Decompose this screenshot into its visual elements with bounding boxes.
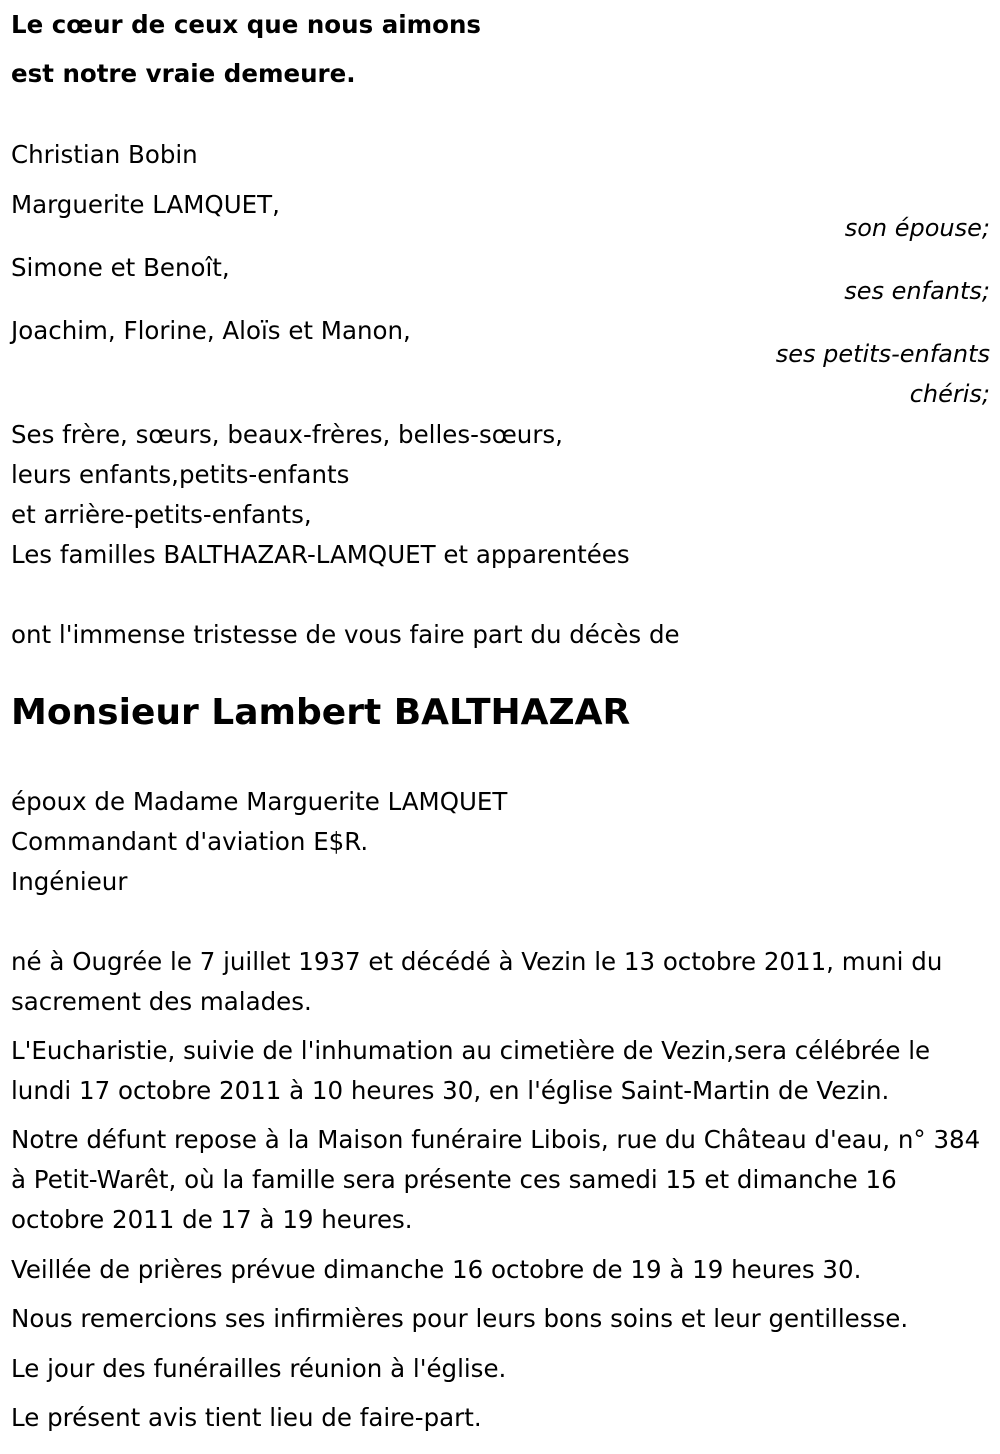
spouse-name: Marguerite LAMQUET,: [11, 190, 280, 219]
quote-line-2: est notre vraie demeure.: [11, 59, 356, 88]
deceased-name: Monsieur Lambert BALTHAZAR: [11, 692, 631, 733]
deceased-detail-rank: Commandant d'aviation E$R.: [11, 827, 369, 856]
thanks-paragraph: Nous remercions ses infirmières pour leurs bons soins et leur gentillesse.: [11, 1304, 909, 1333]
announcement: ont l'immense tristesse de vous faire part du décès de: [11, 620, 680, 649]
relatives-line-3: et arrière-petits-enfants,: [11, 500, 312, 529]
funeral-home-paragraph: Notre défunt repose à la Maison funéraire Libois, rue du Château d'eau, n° 384 à Petit-Warêt, où la famille sera présente ces samedi 15 et dimanche 16 octobre 2011 de 17 à 19 heures.: [11, 1125, 981, 1234]
grandchildren-names: Joachim, Florine, Aloïs et Manon,: [11, 316, 411, 345]
eucharist-paragraph: L'Eucharistie, suivie de l'inhumation au cimetière de Vezin,sera célébrée le lundi 17 octobre 2011 à 10 heures 30, en l'église Saint-Martin de Vezin.: [11, 1036, 931, 1105]
quote-line-1: Le cœur de ceux que nous aimons: [11, 10, 482, 39]
deceased-detail-spouse: époux de Madame Marguerite LAMQUET: [11, 787, 508, 816]
birth-death-paragraph: né à Ougrée le 7 juillet 1937 et décédé à Vezin le 13 octobre 2011, muni du sacrement des malades.: [11, 947, 943, 1016]
vigil-paragraph: Veillée de prières prévue dimanche 16 octobre de 19 à 19 heures 30.: [11, 1255, 862, 1284]
meeting-paragraph: Le jour des funérailles réunion à l'église.: [11, 1354, 507, 1383]
children-names: Simone et Benoît,: [11, 253, 230, 282]
spouse-role: son épouse;: [844, 214, 990, 242]
deceased-detail-profession: Ingénieur: [11, 867, 128, 896]
relatives-line-1: Ses frère, sœurs, beaux-frères, belles-sœurs,: [11, 420, 563, 449]
relatives-line-2: leurs enfants,petits-enfants: [11, 460, 350, 489]
grandchildren-role: ses petits-enfants: [775, 340, 990, 368]
relatives-line-4: Les familles BALTHAZAR-LAMQUET et apparentées: [11, 540, 630, 569]
grandchildren-role-cont: chéris;: [909, 380, 990, 408]
quote-author: Christian Bobin: [11, 140, 198, 169]
children-role: ses enfants;: [844, 277, 990, 305]
notice-paragraph: Le présent avis tient lieu de faire-part.: [11, 1403, 482, 1432]
